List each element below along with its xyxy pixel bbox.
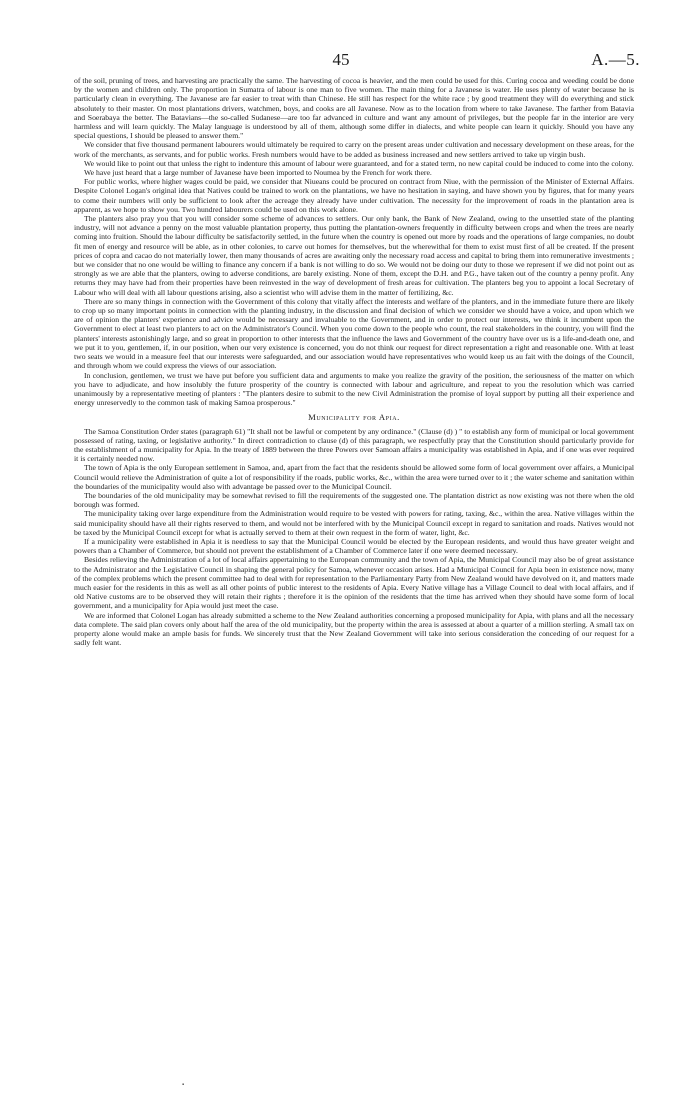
paragraph: We would like to point out that unless the right to indenture this amount of labour were guaranteed, and for a stated term, no new capital could be induced to come into the colony. (84, 158, 634, 168)
page-header (74, 0, 640, 76)
paragraph: The Samoa Constitution Order states (paragraph 61) "It shall not be lawful or competent by any ordinance." (Clause (d) ) " to establish any form of municipal or local government possessed of rating, taxing, or legislative authority." In direct contradiction to clause (d) of this paragraph, we respectfully pray that the Constitution should particularly provide for the establishment of a municipality for Apia. In the treaty of 1889 between the three Powers over Samoan affairs a municipality was established in Apia, and if one was ever required it is certainly needed now. (74, 426, 634, 464)
paragraph: The boundaries of the old municipality may be somewhat revised to fill the requirements of the suggested one. The plantation district as now existing was not there when the old borough was formed. (74, 490, 634, 510)
document-page (74, 0, 640, 648)
paragraph: For public works, where higher wages could be paid, we consider that Niueans could be procured on contract from Niue, with the permission of the Minister of External Affairs. Despite Colonel Logan's original idea that Natives could be trained to work on the plantations, we have no hesitation in saying, and have shown you by figures, that for many years to come their numbers will only be sufficient to look after the acreage they already have under cultivation. The necessity for the improvement of roads in the plantation area is apparent, as we hope to show you. Two hundred labourers could be used on this work alone. (74, 177, 634, 214)
paragraph: If a municipality were established in Apia it is needless to say that the Municipal Council would be elected by the European residents, and would thus have greater weight and powers than a Chamber of Commerce, but should not prevent the establishment of a Chamber of Commerce later if one were deemed necessary. (74, 536, 634, 556)
paragraph: The planters also pray you that you will consider some scheme of advances to settlers. Our only bank, the Bank of New Zealand, owing to the unsettled state of the planting industry, will not advance a penny on the most valuable plantation property, thus putting the plantation-owners frequently in difficulty between crops and when the trees are nearly coming into fruition. Should the labour difficulty be satisfactorily settled, in the future when the country is opened out more by roads and the operations of large companies, no doubt fit men of energy and resource will be able, as in other colonies, to carve out homes for themselves, but the wherewithal for them to exist must first of all be created. If the present prices of copra and cacao do not materially lower, then many thousands of acres are awaiting only the necessary road access and capital to bring them into remunerative investments ; but we consider that no one would be willing to finance any concern if a bank is not willing to do so. We would not be doing our duty to those we represent if we did not point out as strongly as we are able that the planters, owing to adverse conditions, are barely existing. None of them, except the D.H. and P.G., have taken out of the country a penny profit. Any returns they may have had from their properties have been reinvested in the way of development of fresh areas for cultivation. The planters beg you to appoint a local Secretary of Labour who will deal with all labour questions arising, also a scientist who will advise them in the matter of fertilizing, &c. (74, 214, 634, 297)
paragraph: The municipality taking over large expenditure from the Administration would require to be vested with powers for rating, taxing, &c., within the area. Native villages within the said municipality should have all their rights reserved to them, and would not be interfered with by the Municipal Council except in regard to sanitation and roads. Natives would not be taxed by the Municipal Council except for what is actually served to them at their own request in the form of water, light, &c. (74, 509, 634, 537)
paragraph: In conclusion, gentlemen, we trust we have put before you sufficient data and arguments to make you realize the gravity of the position, the seriousness of the matter on which you have to adjudicate, and how insolubly the future prosperity of the country is connected with labour and agriculture, and repeat to you the resolution which was carried unanimously by a representative meeting of planters : "The planters desire to submit to the new Civil Administration the promise of loyal support by putting all their experience and energy unreservedly to the common task of making Samoa prosperous." (74, 370, 634, 408)
paragraph: The town of Apia is the only European settlement in Samoa, and, apart from the fact that the residents should be allowed some form of local government over affairs, a Municipal Council would relieve the Administration of quite a lot of responsibility if the roads, public works, &c., within the area were turned over to it ; the water scheme and sanitation within the boundaries of the municipality would also with advantage be passed over to the Municipal Council. (74, 463, 634, 491)
body-text (74, 76, 634, 647)
paragraph: There are so many things in connection with the Government of this colony that vitally affect the interests and welfare of the planters, and in the immediate future there are likely to crop up so many important points in connection with the planting industry, in the discussion and final decision of which we consider we should have a voice, and upon which we are of opinion the planters' experience and advice would be necessary and invaluable to the Government, and in order to protect our interests, we think it incumbent upon the Government to elect at least two planters to act on the Administrator's Council. When you come down to the people who count, the real stakeholders in the country, you will find the planters' interests astonishingly large, and so great in proportion to other interests that the influence the laws and Government of the country have over us is a life-and-death one, and we put it to you, gentlemen, if, in our position, when our very existence is concerned, you do not think our request for direct representation a right and reasonable one. With at least two seats we would in a measure feel that our interests were safeguarded, and our association would have representatives who would keep us au fait with the doings of the Council, and through whom we could express the views of our association. (74, 296, 634, 371)
print-mark: ▪ (182, 1082, 185, 1088)
section-heading: Municipality for Apia. (308, 412, 400, 423)
paragraph: Besides relieving the Administration of a lot of local affairs appertaining to the European community and the town of Apia, the Municipal Council may also be of great assistance to the Administrator and the Legislative Council in shaping the general policy for Samoa, whenever occasion arises. Had a Municipal Council for Apia been in existence now, many of the complex problems which the present committee had to deal with for representation to the Parliamentary Party from New Zealand would have devolved on it, and matters made much easier for the residents in this as well as all other points of public interest to the residents of Apia. Every Native village has a Village Council to deal with local affairs, and if old Native customs are to be observed they will retain their rights ; therefore it is the opinion of the residents that the time has arrived when they should have some form of local government, and a municipality for Apia would just meet the case. (74, 555, 634, 611)
paragraph: We consider that five thousand permanent labourers would ultimately be required to carry on the present areas under cultivation and necessary development on these areas, for the work of the merchants, as servants, and for public works. Fresh numbers would have to be added as business increased and new settlers arrived to take up virgin bush. (74, 140, 634, 159)
page-number: 45 (332, 50, 350, 69)
document-reference: A.—5. (591, 50, 640, 69)
paragraph: We are informed that Colonel Logan has already submitted a scheme to the New Zealand authorities concerning a proposed municipality for Apia, with plans and all the necessary data complete. The said plan covers only about half the area of the old municipality, but the property within the area is assessed at about a quarter of a million sterling. A small tax on property alone would make an ample basis for funds. We sincerely trust that the New Zealand Government will take into serious consideration the conceding of our request for a sadly felt want. (74, 610, 634, 648)
paragraph: of the soil, pruning of trees, and harvesting are practically the same. The harvesting of cocoa is heavier, and the men could be used for this. Curing cocoa and weeding could be done by the women and children only. The proportion in Sumatra of labour is one man to five women. The main thing for a Javanese is water. He uses plenty of water because he is particularly clean in everything. The Javanese are far easier to treat with than Chinese. He still has respect for the white race ; by good treatment they will do everything and stick absolutely to their master. On most plantations drivers, watchmen, boys, and cooks are all Javanese. Now as to the location from where to take Javanese. The farther from Batavia and Soerabaya the better. The Batavians—the so-called Sudanese—are too far advanced in culture and want any amount of privileges, but the people far in the interior are very harmless and will learn quickly. The Malay language is understood by all of them, although some differ in dialects, and white people can learn it quickly. Should you have any special questions, I should be pleased to answer them." (74, 76, 634, 141)
paragraph: We have just heard that a large number of Javanese have been imported to Noumea by the French for work there. (84, 168, 432, 178)
